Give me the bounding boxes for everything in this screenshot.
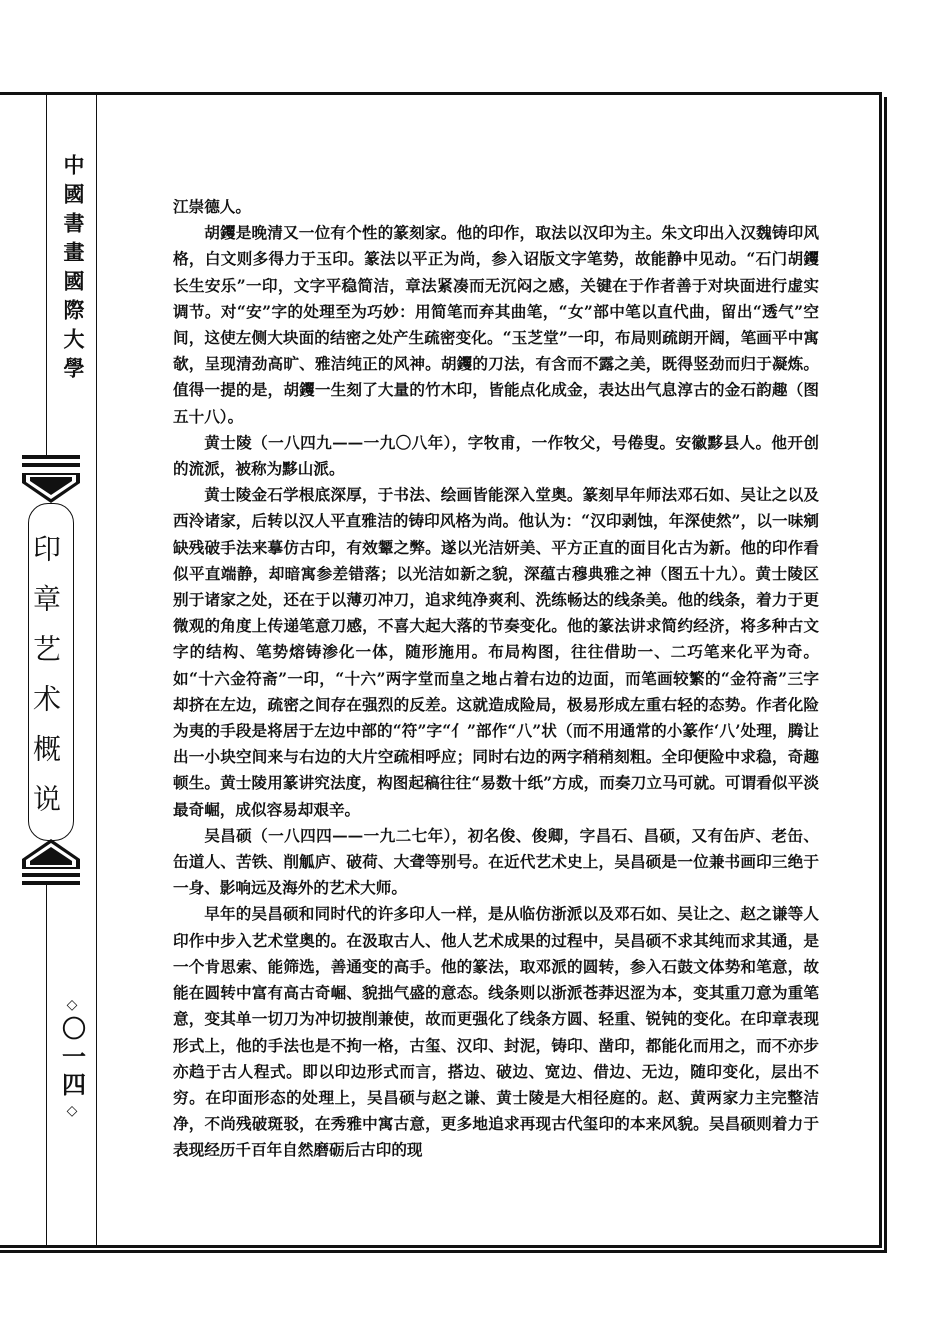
book-title-block [22, 455, 80, 885]
paragraph: 江崇德人。 [173, 197, 251, 216]
chevron-top-ornament [22, 473, 80, 503]
book-title-frame [28, 503, 74, 841]
paragraph: 黄士陵金石学根底深厚，于书法、绘画皆能深入堂奥。篆刻早年师法邓石如、吴让之以及西泠诸家，后转以汉人平直雅洁的铸印风格为尚。他认为：“汉印剥蚀，年深使然”，以一味剜缺残破手法来摹仿古印，有效颦之弊。遂以光洁妍美、平方正直的面目化古为新。他的印作看似平直端静，却暗寓参差错落；以光洁如新之貌，深蕴古穆典雅之神（图五十九）。黄士陵区别于诸家之处，还在于以薄刃冲刀，追求纯净爽利、洗练畅达的线条美。他的线条，着力于更微观的角度上传递笔意刀感，不喜大起大落的节奏变化。他的篆法讲求简约经济，将多种古文字的结构、笔势熔铸渗化一体，随形施用。布局构图，往往借助一、二巧笔来化平为奇。如“十六金符斋”一印，“十六”两字堂而皇之地占着右边的边面，而笔画较繁的“金符斋”三字却挤在左边，疏密之间存在强烈的反差。这就造成险局，极易形成左重右轻的态势。作者化险为夷的手段是将居于左边中部的“符”字“亻”部作“八”状（而不用通常的小篆作‘八’处理，腾让出一小块空间来与右边的大片空疏相呼应；同时右边的两字稍稍刻粗。全印便险中求稳，奇趣顿生。黄士陵用篆讲究法度，构图起稿往往“易数十纸”方成，而奏刀立马可就。可谓看似平淡最奇崛，成似容易却艰辛。 [173, 485, 819, 819]
book-title: 印章艺术概说 [29, 534, 62, 834]
diamond-top-icon: ◇ [66, 997, 78, 1013]
paragraph: 黄士陵（一八四九——一九〇八年），字牧甫，一作牧父，号倦叟。安徽黟县人。他开创的流派，被称为黟山派。 [173, 432, 819, 479]
main-text [173, 194, 819, 1164]
chevron-bottom-ornament [22, 839, 80, 869]
paragraph: 胡钁是晚清又一位有个性的篆刻家。他的印作，取法以汉印为主。朱文印出入汉魏铸印风格，白文则多得力于玉印。篆法以平正为尚，参入诏版文字笔势，故能静中见动。“石门胡钁长生安乐”一印，文字平稳简洁，章法紧凑而无沉闷之感，关键在于作者善于对块面进行虚实调节。对“安”字的处理至为巧妙：用简笔而弃其曲笔，“女”部中笔以直代曲，留出“透气”空间，这使左侧大块面的结密之处产生疏密变化。“玉芝堂”一印，布局则疏朗开阔，笔画平中寓欹，呈现清劲高旷、雅洁纯正的风神。胡钁的刀法，有含而不露之美，既得竖劲而归于凝炼。值得一提的是，胡钁一生刻了大量的竹木印，皆能点化成金，表达出气息淳古的金石韵趣（图五十八）。 [173, 223, 819, 426]
title-bar-top [22, 455, 80, 459]
sidebar [0, 95, 96, 1245]
diamond-bottom-icon: ◇ [66, 1103, 78, 1119]
paragraph: 吴昌硕（一八四四——一九二七年），初名俊、俊卿，字昌石、昌硕，又有缶庐、老缶、缶道人、苦铁、削觚庐、破荷、大聋等别号。在近代艺术史上，吴昌硕是一位兼书画印三绝于一身、影响远及海外的艺术大师。 [173, 825, 819, 898]
university-name: 中國書畫國際大學 [58, 150, 88, 390]
page-number-block [52, 990, 92, 1126]
paragraph: 早年的吴昌硕和同时代的许多印人一样，是从临仿浙派以及邓石如、吴让之、赵之谦等人印作中步入艺术堂奥的。在汲取古人、他人艺术成果的过程中，吴昌硕不求其纯而求其通，是一个肯思索、能筛选，善通变的高手。他的篆法，取邓派的圆转，参入石鼓文体势和笔意，故能在圆转中富有高古奇崛、貌拙气盛的意态。线条则以浙派苍莽迟涩为本，变其重刀意为重笔意，变其单一切刀为冲切披削兼使，故而更强化了线条方圆、轻重、锐钝的变化。在印章表现形式上，他的手法也是不拘一格，古玺、汉印、封泥，铸印、凿印，都能化而用之，而不亦步亦趋于古人程式。即以印边形式而言，搭边、破边、宽边、借边、无边，随印变化，层出不穷。在印面形态的处理上，吴昌硕与赵之谦、黄士陵是大相径庭的。赵、黄两家力主完整洁净，不尚残破斑驳，在秀雅中寓古意，更多地追求再现古代玺印的本来风貌。吴昌硕则着力于表现经历千百年自然磨砺后古印的现 [173, 904, 819, 1160]
title-bar-bottom [22, 873, 80, 877]
page-number: 〇一四 [57, 1016, 87, 1100]
title-bar-bottom-2 [22, 881, 80, 885]
title-bar-top-2 [22, 463, 80, 467]
sidebar-rule-right [96, 95, 97, 1245]
